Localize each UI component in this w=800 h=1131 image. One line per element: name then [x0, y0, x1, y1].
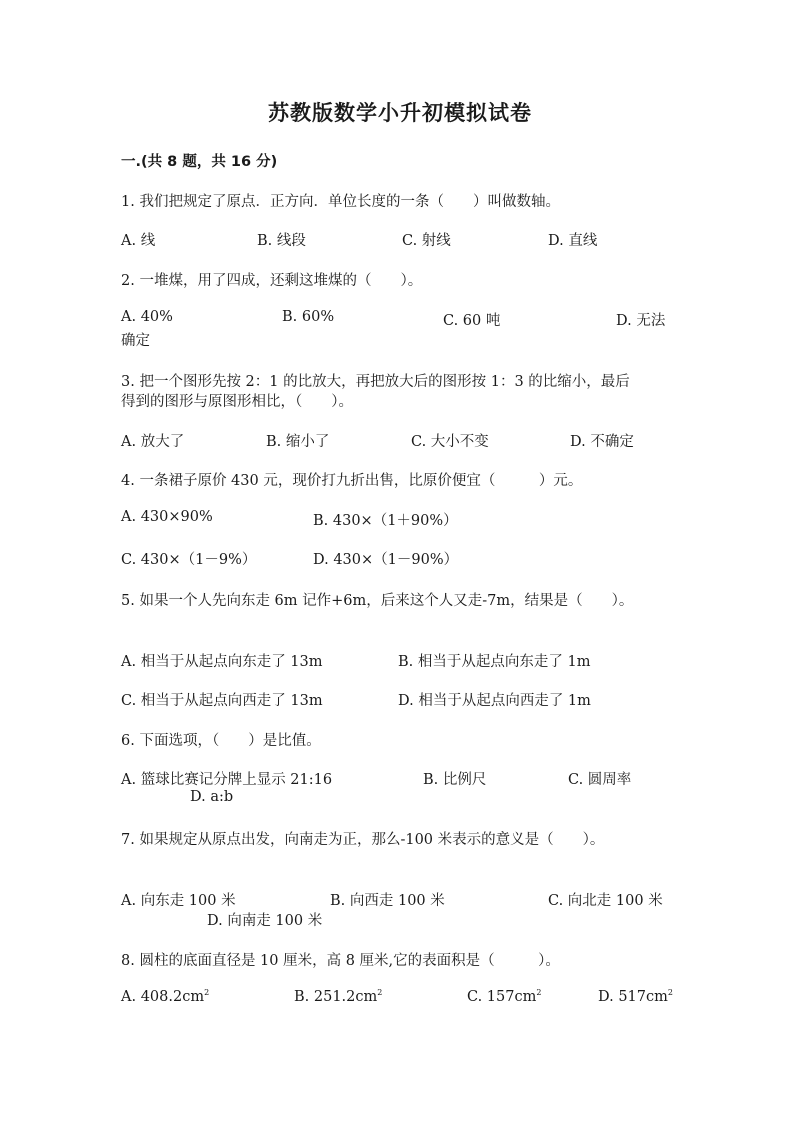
question-8-option-b-text: B. 251.2cm — [294, 989, 378, 1005]
question-8-option-d — [598, 988, 673, 1005]
question-4-option-b: B. 430×（1＋90%） — [313, 513, 458, 529]
question-2-option-c: C. 60 吨 — [443, 313, 501, 329]
question-3-option-a: A. 放大了 — [121, 434, 185, 450]
question-3-stem-line-2: 得到的图形与原图形相比，（ ）。 — [121, 394, 353, 410]
question-7-option-a: A. 向东走 100 米 — [121, 893, 236, 909]
question-4-option-c: C. 430×（1－9%） — [121, 552, 257, 568]
question-8-stem: 8. 圆柱的底面直径是 10 厘米，高 8 厘米,它的表面积是（ ）。 — [121, 953, 560, 969]
question-1-option-c: C. 射线 — [402, 233, 451, 249]
question-6-option-a: A. 篮球比赛记分牌上显示 21:16 — [121, 772, 333, 788]
question-5-option-a: A. 相当于从起点向东走了 13m — [121, 654, 323, 670]
question-2-option-b: B. 60% — [282, 309, 335, 325]
question-1-option-b: B. 线段 — [257, 233, 306, 249]
question-4-stem: 4. 一条裙子原价 430 元，现价打九折出售，比原价便宜（ ）元。 — [121, 473, 583, 489]
question-6-option-b: B. 比例尺 — [423, 772, 487, 788]
question-6-option-d: D. a:b — [190, 789, 234, 805]
question-7-option-b: B. 向西走 100 米 — [330, 893, 445, 909]
question-4-option-d: D. 430×（1－90%） — [313, 552, 459, 568]
question-8-option-d-text: D. 517cm — [598, 989, 668, 1005]
question-2-option-d: D. 无法 — [616, 313, 666, 329]
section-heading: 一.(共 8 题，共 16 分) — [121, 154, 278, 170]
question-8-option-a-text: A. 408.2cm — [121, 989, 205, 1005]
question-8-option-a — [121, 988, 209, 1005]
question-1-stem: 1. 我们把规定了原点．正方向．单位长度的一条（ ）叫做数轴。 — [121, 194, 560, 210]
question-8-option-b — [294, 988, 382, 1005]
question-2-option-d-wrap: 确定 — [121, 333, 150, 349]
question-8-option-c — [467, 988, 541, 1005]
question-5-stem: 5. 如果一个人先向东走 6m 记作+6m，后来这个人又走-7m，结果是（ ）。 — [121, 593, 634, 609]
question-7-option-c: C. 向北走 100 米 — [548, 893, 663, 909]
question-4-option-a: A. 430×90% — [121, 509, 213, 525]
question-8-option-c-text: C. 157cm — [467, 989, 537, 1005]
question-2-stem: 2. 一堆煤，用了四成，还剩这堆煤的（ ）。 — [121, 273, 423, 289]
squared-superscript: 2 — [536, 988, 542, 997]
question-3-option-c: C. 大小不变 — [411, 434, 489, 450]
question-7-option-d: D. 向南走 100 米 — [207, 913, 323, 929]
question-3-option-b: B. 缩小了 — [266, 434, 330, 450]
question-7-stem: 7. 如果规定从原点出发，向南走为正，那么-100 米表示的意义是（ ）。 — [121, 832, 605, 848]
question-2-option-a: A. 40% — [121, 309, 173, 325]
squared-superscript: 2 — [377, 988, 383, 997]
question-6-stem: 6. 下面选项，（ ）是比值。 — [121, 733, 321, 749]
question-3-stem-line-1: 3. 把一个图形先按 2：1 的比放大，再把放大后的图形按 1：3 的比缩小，最后 — [121, 374, 630, 390]
squared-superscript: 2 — [204, 988, 210, 997]
squared-superscript: 2 — [667, 988, 673, 997]
question-5-option-b: B. 相当于从起点向东走了 1m — [398, 654, 591, 670]
question-3-option-d: D. 不确定 — [570, 434, 634, 450]
page-title: 苏教版数学小升初模拟试卷 — [268, 101, 532, 125]
question-1-option-d: D. 直线 — [548, 233, 598, 249]
question-1-option-a: A. 线 — [121, 233, 156, 249]
question-6-option-c: C. 圆周率 — [568, 772, 632, 788]
question-5-option-d: D. 相当于从起点向西走了 1m — [398, 693, 591, 709]
question-5-option-c: C. 相当于从起点向西走了 13m — [121, 693, 323, 709]
